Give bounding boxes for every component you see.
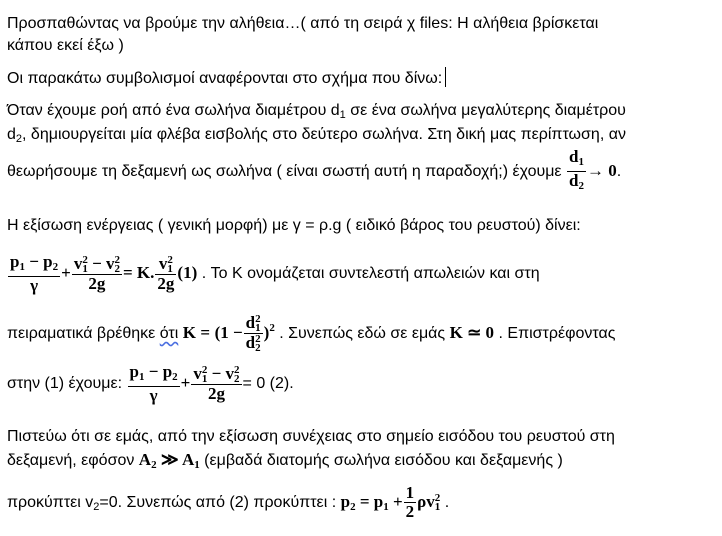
d1-over-d2-fraction: $\frac{d_1}{d_2}$ <box>569 147 584 193</box>
intro-line-1: Προσπαθώντας να βρούμε την αλήθεια…( από τη σειρά χ files: Η αλήθεια βρίσκεται <box>7 15 599 32</box>
continuity-line-2: δεξαμενή, εφόσον $A_2$ ≫ $A_1$ (εμβαδά διατομής σωλήνα εισόδου και δεξαμενής ) <box>7 450 563 471</box>
area-inequality: $A_2$ ≫ $A_1$ <box>138 450 200 471</box>
continuity-line-1: Πιστεύω ότι σε εμάς, από την εξίσωση συνέχειας στο σημείο εισόδου του ρευστού στη <box>7 428 615 445</box>
intro-line-2: κάπου εκεί έξω ) <box>7 37 124 54</box>
equation-2-line: στην (1) έχουμε: $\frac{p_1 - p_2}{\gamma}$ + v 2 1 − v 2 2 2g = 0 (2). <box>7 361 294 405</box>
velocity-diff-over-2g-2: v 2 1 − v 2 2 2g <box>193 363 240 403</box>
equation-number-1: (1) <box>177 263 198 282</box>
velocity-diff-over-2g: v 2 1 − v 2 2 2g <box>73 253 120 293</box>
flow-line-2: $d_2$, δημιουργείται μία φλέβα εισβολής στο δεύτερο σωλήνα. Στη δική μας περίπτωση, αν <box>7 126 626 145</box>
k-approx-zero: K ≃ 0 <box>449 323 495 342</box>
flow-line-3: θεωρήσουμε τη δεξαμενή ως σωλήνα ( είναι σωστή αυτή η παραδοχή;) έχουμε $\frac{d_1}{d_2}$ → 0. <box>7 147 621 196</box>
symbols-sentence[interactable] <box>7 67 446 89</box>
energy-equation-line: $\frac{p_1 - p_2}{\gamma}$ + v 2 1 − v 2 2 2g = K. v 2 1 2g (1) . Το Κ ονομάζεται συντελεστή απωλειών και στη <box>10 251 540 295</box>
text-cursor <box>445 67 446 87</box>
arrow-to-zero: → 0 <box>586 161 617 180</box>
result-equation: $p_2 = p_1$ + <box>340 492 403 513</box>
pressure-over-gamma: $\frac{p_1 - p_2}{\gamma}$ <box>10 251 59 295</box>
energy-equation-intro: Η εξίσωση ενέργειας ( γενική μορφή) με γ = ρ.g ( ειδικό βάρος του ρευστού) δίνει: <box>7 217 581 234</box>
pressure-over-gamma-2: $\frac{p_1 - p_2}{\gamma}$ <box>129 361 178 405</box>
d1sq-over-d2sq: d 2 1 d 2 2 <box>245 313 261 355</box>
loss-coefficient-line: πειραματικά βρέθηκε ότι K = (1 − d 2 1 d 2 2 )$^2$ . Συνεπώς εδώ σε εμάς K ≃ 0 . Επιστρέφοντας <box>7 313 616 355</box>
spellcheck-word: ότι <box>159 325 179 342</box>
v1-squared-over-2g: v 2 1 2g <box>157 253 175 293</box>
one-half-fraction: $\frac{1}{2}$ <box>405 483 415 522</box>
flow-line-1: Όταν έχουμε ροή από ένα σωλήνα διαμέτρου $d_1$ σε ένα σωλήνα μεγαλύτερης διαμέτρου <box>7 102 626 121</box>
result-line: προκύπτει $v_2=0$. Συνεπώς από (2) προκύπτει : $p_2 = p_1$ + $\frac{1}{2}$ ρv 2 1 . <box>7 483 450 522</box>
symbols-text: Οι παρακάτω συμβολισμοί αναφέρονται στο σχήμα που δίνω: <box>7 70 443 87</box>
